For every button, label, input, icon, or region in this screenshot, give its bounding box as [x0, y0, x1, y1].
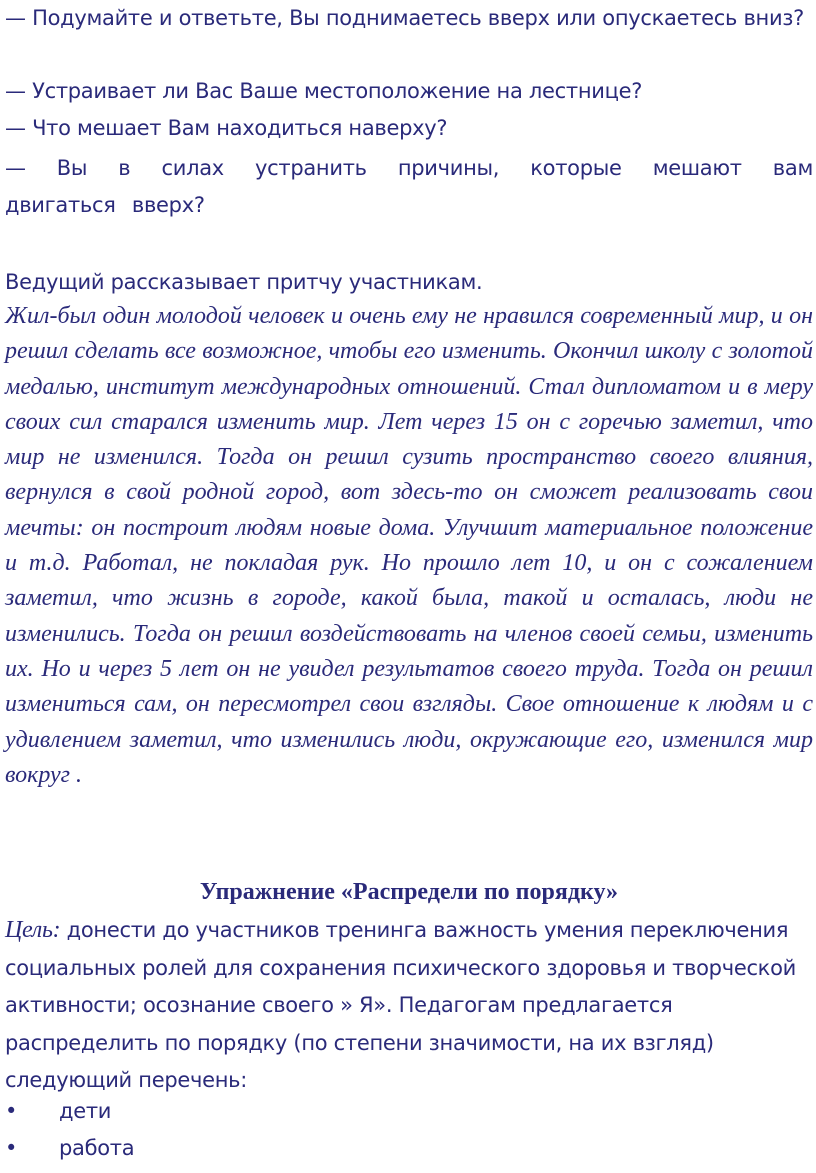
question-3: — Что мешает Вам находиться наверху? [5, 116, 448, 140]
bullet-icon: • [5, 1136, 18, 1160]
exercise-title [5, 874, 813, 911]
parable-text: Жил-был один молодой человек и очень ему не нравился современный мир, и он решил сделать все возможное, чтобы его изменить. Окончил школу с золотой медалью, институт международных отношений. Стал дипломатом и в меру своих сил старался изменить мир. Лет через 15 он с горечью заметил, что мир не изменился. Тогда он решил сузить пространство своего влияния, вернулся в свой родной город, вот здесь-то он сможет реализовать свои мечты: он построит людям новые дома. Улучшит материальное положение и т.д. Работал, не покладая рук. Но прошло лет 10, и он с сожалением заметил, что жизнь в городе, какой была, такой и осталась, люди не изменились. Тогда он решил воздействовать на членов своей семьи, изменить их. Но и через 5 лет он не увидел результатов своего труда. Тогда он решил измениться сам, он пересмотрел свои взгляды. Свое отношение к людям и с удивлением заметил, что изменились люди, окружающие его, изменился мир вокруг . [5, 303, 813, 788]
list-item [5, 1093, 813, 1130]
exercise-goal [5, 912, 813, 1100]
question-2: — Устраивает ли Вас Ваше местоположение на лестнице? [5, 79, 643, 103]
question-1: — Подумайте и ответьте, Вы поднимаетесь вверх или опускаетесь вниз? [5, 6, 805, 30]
list-item-text: дети [59, 1099, 112, 1123]
goal-text: донести до участников тренинга важность умения переключения социальных ролей для сохранения психического здоровья и творческой активности; осознание своего » Я». Педагогам предлагается распределить по порядку (по степени значимости, на их взгляд) следующий перечень: [5, 918, 796, 1092]
goal-label: Цель: [5, 917, 61, 943]
exercise-title-text: Упражнение «Распредели по порядку» [199, 879, 619, 905]
question-4: — Вы в силах устранить причины, которые мешают вам двигаться вверх? [5, 156, 813, 217]
intro-line: Ведущий рассказывает притчу участникам. [5, 270, 483, 294]
list-item-text: работа [59, 1136, 135, 1160]
priority-list [5, 1093, 813, 1167]
list-item [5, 1130, 813, 1167]
bullet-icon: • [5, 1099, 18, 1123]
